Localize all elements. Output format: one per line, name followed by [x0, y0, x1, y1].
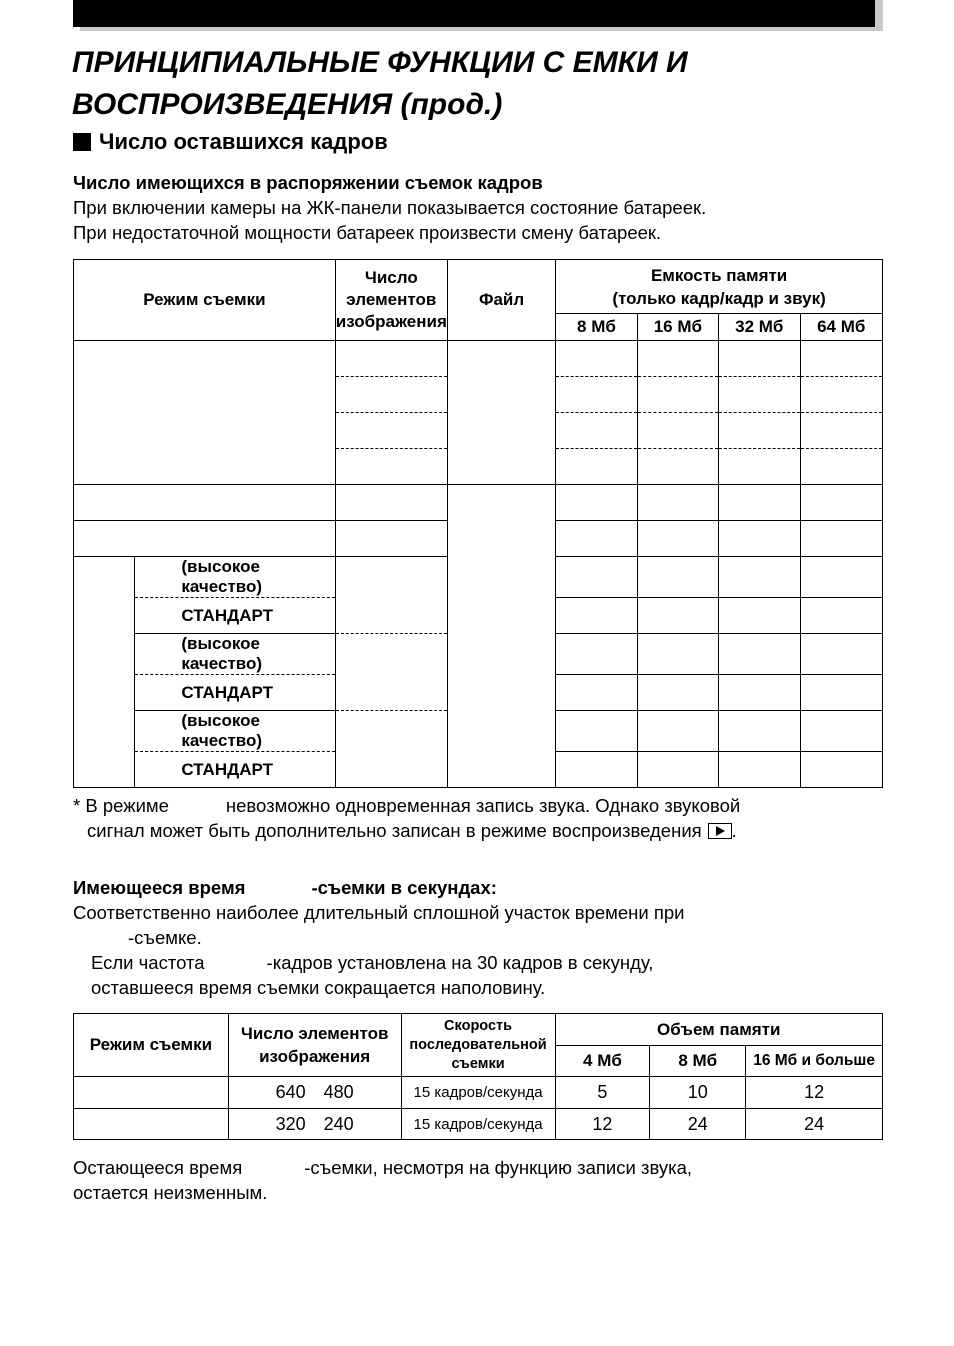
t2-speed: 15 кадров/секунда: [401, 1109, 555, 1140]
table-cell: [556, 634, 637, 675]
t2-header-mode: Режим съемки: [74, 1014, 229, 1077]
t2-header-pixels: Число элементов изображения: [228, 1014, 401, 1077]
subheading-frames: Число имеющихся в распоряжении съемок кадров: [73, 172, 543, 193]
header-file: Файл: [447, 260, 555, 341]
table-cell: [719, 485, 800, 521]
t2-header-memory: Объем памяти: [555, 1014, 882, 1046]
quality-standard-3: СТАНДАРТ: [135, 752, 335, 788]
table-cell: [637, 634, 718, 675]
t2-value: 24: [650, 1109, 746, 1140]
square-bullet-icon: [73, 133, 91, 151]
table-cell: [719, 711, 800, 752]
table-cell: [800, 413, 883, 449]
t2-size-16mb: 16 Мб и больше: [746, 1046, 883, 1077]
table-cell: [335, 485, 447, 521]
table-cell: [719, 341, 800, 377]
footnote-line-1: * В режиме невозможно одновременная запись звука. Однако звуковой: [73, 795, 741, 816]
paragraph-battery-2: При недостаточной мощности батареек произвести смену батареек.: [73, 222, 662, 243]
table-cell: [800, 485, 883, 521]
file-cell: [447, 341, 555, 485]
paragraph-time-2: -съемке.: [128, 927, 202, 948]
table-cell: [335, 711, 447, 788]
t2-size-4mb: 4 Мб: [555, 1046, 650, 1077]
table-cell: [637, 675, 718, 711]
mode-still-cell: [74, 341, 336, 485]
table-cell: [637, 449, 718, 485]
table-cell: [637, 521, 718, 557]
table-cell: [335, 634, 447, 711]
table-cell: [556, 711, 637, 752]
page-title: ПРИНЦИПИАЛЬНЫЕ ФУНКЦИИ С ЕМКИ И ВОСПРОИЗВЕДЕНИЯ (прод.): [72, 46, 688, 121]
mode-group-cell: [74, 557, 135, 788]
t2-value: 12: [746, 1077, 883, 1109]
t2-value: 10: [650, 1077, 746, 1109]
table-cell: [800, 675, 883, 711]
table-cell: [719, 598, 800, 634]
table-cell: [74, 1077, 229, 1109]
table-cell: [335, 341, 447, 377]
header-capacity: Емкость памяти (только кадр/кадр и звук): [556, 260, 883, 314]
t2-speed: 15 кадров/секунда: [401, 1077, 555, 1109]
header-bar: [73, 0, 875, 27]
paragraph-time-3: Если частота -кадров установлена на 30 кадров в секунду,: [91, 952, 654, 973]
table-cell: [556, 449, 637, 485]
file-cell-2: [447, 485, 555, 788]
table-cell: [800, 377, 883, 413]
table-cell: [719, 521, 800, 557]
t2-value: 24: [746, 1109, 883, 1140]
quality-standard-2: СТАНДАРТ: [135, 675, 335, 711]
table-cell: [800, 557, 883, 598]
movie-table: [73, 1013, 883, 1140]
table-cell: [335, 377, 447, 413]
table-cell: [800, 634, 883, 675]
table-cell: [800, 341, 883, 377]
table-cell: [637, 752, 718, 788]
paragraph-time-1: Соответственно наиболее длительный сплошной участок времени при: [73, 902, 685, 923]
table-cell: [556, 377, 637, 413]
table-cell: [335, 449, 447, 485]
footnote-line-2: сигнал может быть дополнительно записан в режиме воспроизведения .: [87, 820, 737, 841]
table-cell: [637, 598, 718, 634]
t2-resolution: 640 480: [228, 1077, 401, 1109]
table-cell: [556, 557, 637, 598]
table-cell: [800, 752, 883, 788]
table-cell: [637, 485, 718, 521]
table-cell: [637, 413, 718, 449]
table-cell: [800, 449, 883, 485]
subheading-time: Имеющееся время -съемки в секундах:: [73, 877, 497, 898]
table-cell: [556, 752, 637, 788]
quality-high-3: (высокое качество): [135, 711, 335, 752]
table-cell: [719, 449, 800, 485]
t2-value: 5: [555, 1077, 650, 1109]
size-16mb: 16 Мб: [637, 314, 718, 341]
table-cell: [800, 711, 883, 752]
size-32mb: 32 Мб: [719, 314, 800, 341]
mode-cell: [74, 521, 336, 557]
table-cell: [719, 675, 800, 711]
table-cell: [335, 413, 447, 449]
t2-value: 12: [555, 1109, 650, 1140]
table-cell: [719, 634, 800, 675]
t2-resolution: 320 240: [228, 1109, 401, 1140]
size-8mb: 8 Мб: [556, 314, 637, 341]
table-cell: [556, 413, 637, 449]
table-cell: [637, 377, 718, 413]
paragraph-remaining-1: Остающееся время -съемки, несмотря на функцию записи звука,: [73, 1157, 693, 1178]
table-cell: [637, 341, 718, 377]
table-cell: [556, 675, 637, 711]
header-mode: Режим съемки: [74, 260, 336, 341]
table-cell: [719, 752, 800, 788]
table-cell: [719, 377, 800, 413]
quality-high-2: (высокое качество): [135, 634, 335, 675]
header-bar-shadow-side: [875, 0, 883, 31]
table-cell: [800, 521, 883, 557]
section-heading: Число оставшихся кадров: [73, 127, 388, 157]
t2-header-speed: Скорость последовательной съемки: [401, 1014, 555, 1077]
table-cell: [719, 557, 800, 598]
header-bar-shadow: [80, 27, 883, 31]
quality-standard-1: СТАНДАРТ: [135, 598, 335, 634]
mode-cell: [74, 485, 336, 521]
t2-size-8mb: 8 Мб: [650, 1046, 746, 1077]
table-cell: [556, 341, 637, 377]
table-cell: [335, 521, 447, 557]
header-pixels: Число элементов изображения: [335, 260, 447, 341]
table-cell: [637, 711, 718, 752]
paragraph-time-4: оставшееся время съемки сокращается наполовину.: [91, 977, 546, 998]
table-cell: [800, 598, 883, 634]
table-cell: [556, 598, 637, 634]
paragraph-remaining-2: остается неизменным.: [73, 1182, 268, 1203]
quality-high-1: (высокое качество): [135, 557, 335, 598]
table-cell: [335, 557, 447, 634]
table-cell: [719, 413, 800, 449]
frames-table: [73, 259, 883, 788]
paragraph-battery-1: При включении камеры на ЖК-панели показывается состояние батареек.: [73, 197, 707, 218]
table-cell: [556, 521, 637, 557]
play-mode-icon: [708, 823, 732, 839]
table-cell: [556, 485, 637, 521]
table-cell: [637, 557, 718, 598]
size-64mb: 64 Мб: [800, 314, 883, 341]
table-cell: [74, 1109, 229, 1140]
